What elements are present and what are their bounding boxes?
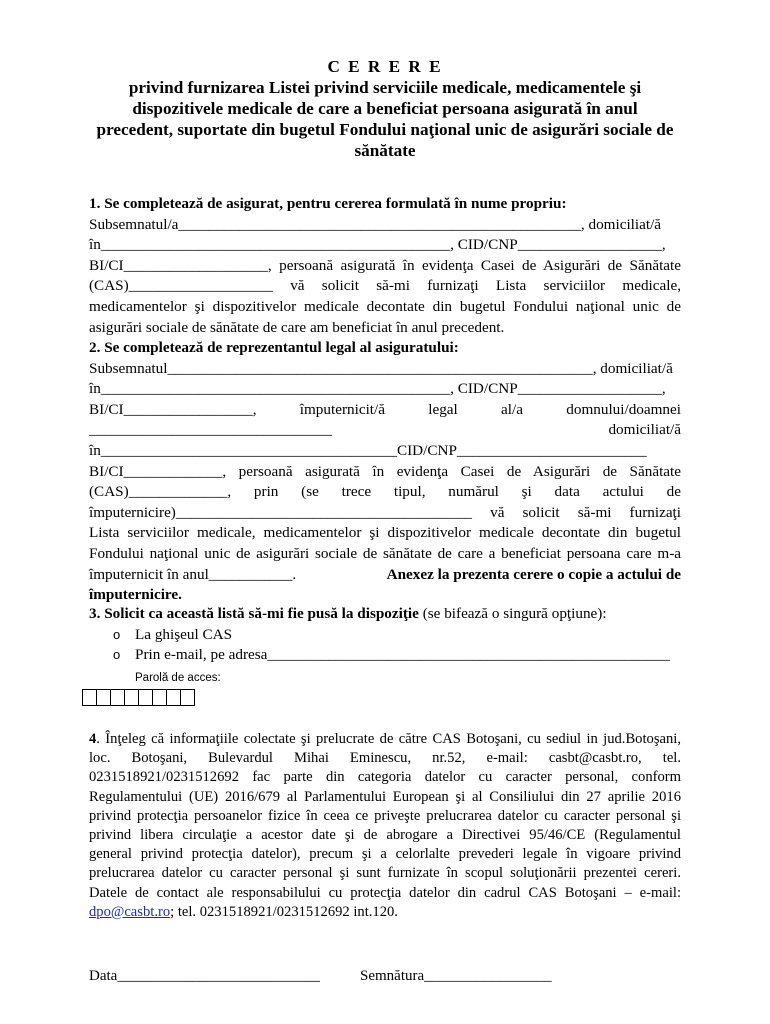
- section-4-line: general privind protecţia datelor), precum şi a celorlalte prevederi legale în vigoare privind: [89, 846, 681, 863]
- password-label: Parolă de acces:: [135, 672, 221, 684]
- option-label: La ghişeul CAS: [135, 625, 233, 643]
- section-4-line: [89, 730, 681, 749]
- section-4-line: privind libera circulaţie a acestor date şi de abrogare a Directivei 95/46/CE (Regulamentul: [89, 826, 681, 843]
- section-4-line: privind protecţia persoanelor fizice în ceea ce priveşte prelucrarea datelor cu caracter personal şi: [89, 807, 681, 824]
- section-1-line: în______________________________________________, CID/CNP___________________,: [89, 236, 666, 254]
- section-2-year-text: împuternicit în anul___________.: [89, 565, 297, 583]
- section-2-line: ________________________________ domiciliat/ă: [89, 421, 681, 439]
- section-1-line: Subsemnatul/a_____________________________________________________, domiciliat/ă: [89, 215, 662, 233]
- section-2-annex-end: împuternicire.: [89, 586, 182, 604]
- password-char-box[interactable]: [166, 689, 181, 706]
- section-1-line: (CAS)___________________ vă solicit să-mi furnizaţi Lista serviciilor medicale,: [89, 277, 681, 295]
- section-4-line: 0231518921/0231512692 fac parte din categoria datelor cu caracter personal, conform: [89, 769, 681, 786]
- password-boxes[interactable]: [82, 689, 194, 706]
- section-1-line: medicamentelor şi dispozitivelor medicale decontate din bugetul Fondului naţional unic de: [89, 297, 681, 315]
- section-2-line: [89, 565, 681, 586]
- section-2: [89, 338, 681, 606]
- section-3-heading-note: (se bifează o singură opţiune):: [422, 605, 607, 622]
- password-char-box[interactable]: [82, 689, 97, 706]
- radio-bullet-icon[interactable]: o: [113, 647, 121, 663]
- title-line: precedent, suportate din bugetul Fondului naţional unic de asigurări sociale de: [96, 120, 674, 139]
- section-1-line: BI/CI___________________, persoană asigurată în evidenţa Casei de Asigurări de Sănătate: [89, 256, 681, 274]
- section-2-annex-note: Anexez la prezenta cerere o copie a actului de: [386, 565, 681, 583]
- section-1-heading: 1. Se completează de asigurat, pentru cererea formulată în nume propriu:: [89, 195, 567, 212]
- section-2-line: BI/CI_________________, împuternicit/ă legal al/a domnului/doamnei: [89, 400, 681, 418]
- section-2-line: Subsemnatul________________________________________________________, domiciliat/ă: [89, 359, 673, 377]
- password-char-box[interactable]: [110, 689, 125, 706]
- section-4-tail: ; tel. 0231518921/0231512692 int.120.: [170, 903, 398, 920]
- password-char-box[interactable]: [96, 689, 111, 706]
- title-line: privind furnizarea Listei privind serviciile medicale, medicamentele şi: [128, 78, 642, 97]
- section-4-line: [89, 903, 681, 922]
- document-title: [60, 56, 710, 161]
- section-4-number: 4: [89, 731, 97, 747]
- section-2-line: Lista serviciilor medicale, medicamentelor şi dispozitivelor medicale decontate din bugetul: [89, 524, 681, 542]
- section-2-line: în______________________________________________, CID/CNP___________________,: [89, 380, 666, 398]
- section-4-line: prelucrarea datelor cu caracter personal şi sunt furnizate în scopul soluţionării prezentei cereri.: [89, 865, 681, 882]
- password-char-box[interactable]: [152, 689, 167, 706]
- section-2-line: Fondului naţional unic de asigurări sociale de sănătate de care a beneficiat persoana care m-a: [89, 544, 681, 562]
- section-2-line: împuternicire)_______________________________________ vă solicit să-mi furnizaţi: [89, 503, 681, 521]
- signature-field[interactable]: Semnătura_________________: [360, 968, 552, 984]
- option-label: Prin e-mail, pe adresa_____________________________________________________: [135, 646, 670, 664]
- section-4-line: loc. Botoşani, Bulevardul Mihai Eminescu, nr.52, e-mail: casbt@casbt.ro, tel.: [89, 750, 681, 767]
- section-2-line: (CAS)_____________, prin (se trece tipul, numărul şi data actului de: [89, 483, 681, 501]
- password-char-box[interactable]: [124, 689, 139, 706]
- section-2-heading: 2. Se completează de reprezentantul legal al asiguratului:: [89, 339, 459, 356]
- section-2-line: în_______________________________________CID/CNP_________________________: [89, 441, 647, 459]
- radio-bullet-icon[interactable]: o: [113, 626, 121, 642]
- section-4-line: Regulamentului (UE) 2016/679 al Parlamentului European şi al Consiliului din 27 aprilie 2016: [89, 788, 681, 805]
- title-line: sănătate: [354, 141, 416, 160]
- section-1-line: asigurări sociale de sănătate de care am beneficiat în anul precedent.: [89, 318, 505, 336]
- section-3-heading-bold: 3. Solicit ca această listă să-mi fie pusă la dispoziţie: [89, 605, 419, 622]
- title-heading: C E R E R E: [327, 57, 443, 76]
- option-ghiseu[interactable]: [89, 625, 681, 646]
- section-1: [89, 194, 681, 338]
- section-4-line: Datele de contact ale responsabilului cu protecţia datelor din cadrul CAS Botoşani – e-mail:: [89, 884, 681, 901]
- dpo-email-link[interactable]: dpo@casbt.ro: [89, 903, 171, 920]
- section-4-text: . Înţeleg că informaţiile colectate şi prelucrate de către CAS Botoşani, cu sediul in jud.Botoşani,: [96, 731, 681, 747]
- section-3-heading: [89, 604, 681, 625]
- section-4: [89, 730, 681, 922]
- password-char-box[interactable]: [138, 689, 153, 706]
- section-3: [89, 604, 681, 666]
- title-line: dispozitivele medicale de care a beneficiat persoana asigurată în anul: [132, 99, 638, 118]
- section-2-line: BI/CI_____________, persoană asigurată în evidenţa Casei de Asigurări de Sănătate: [89, 462, 681, 480]
- option-email[interactable]: [89, 645, 681, 666]
- date-field[interactable]: Data___________________________: [89, 968, 320, 984]
- password-char-box[interactable]: [180, 689, 195, 706]
